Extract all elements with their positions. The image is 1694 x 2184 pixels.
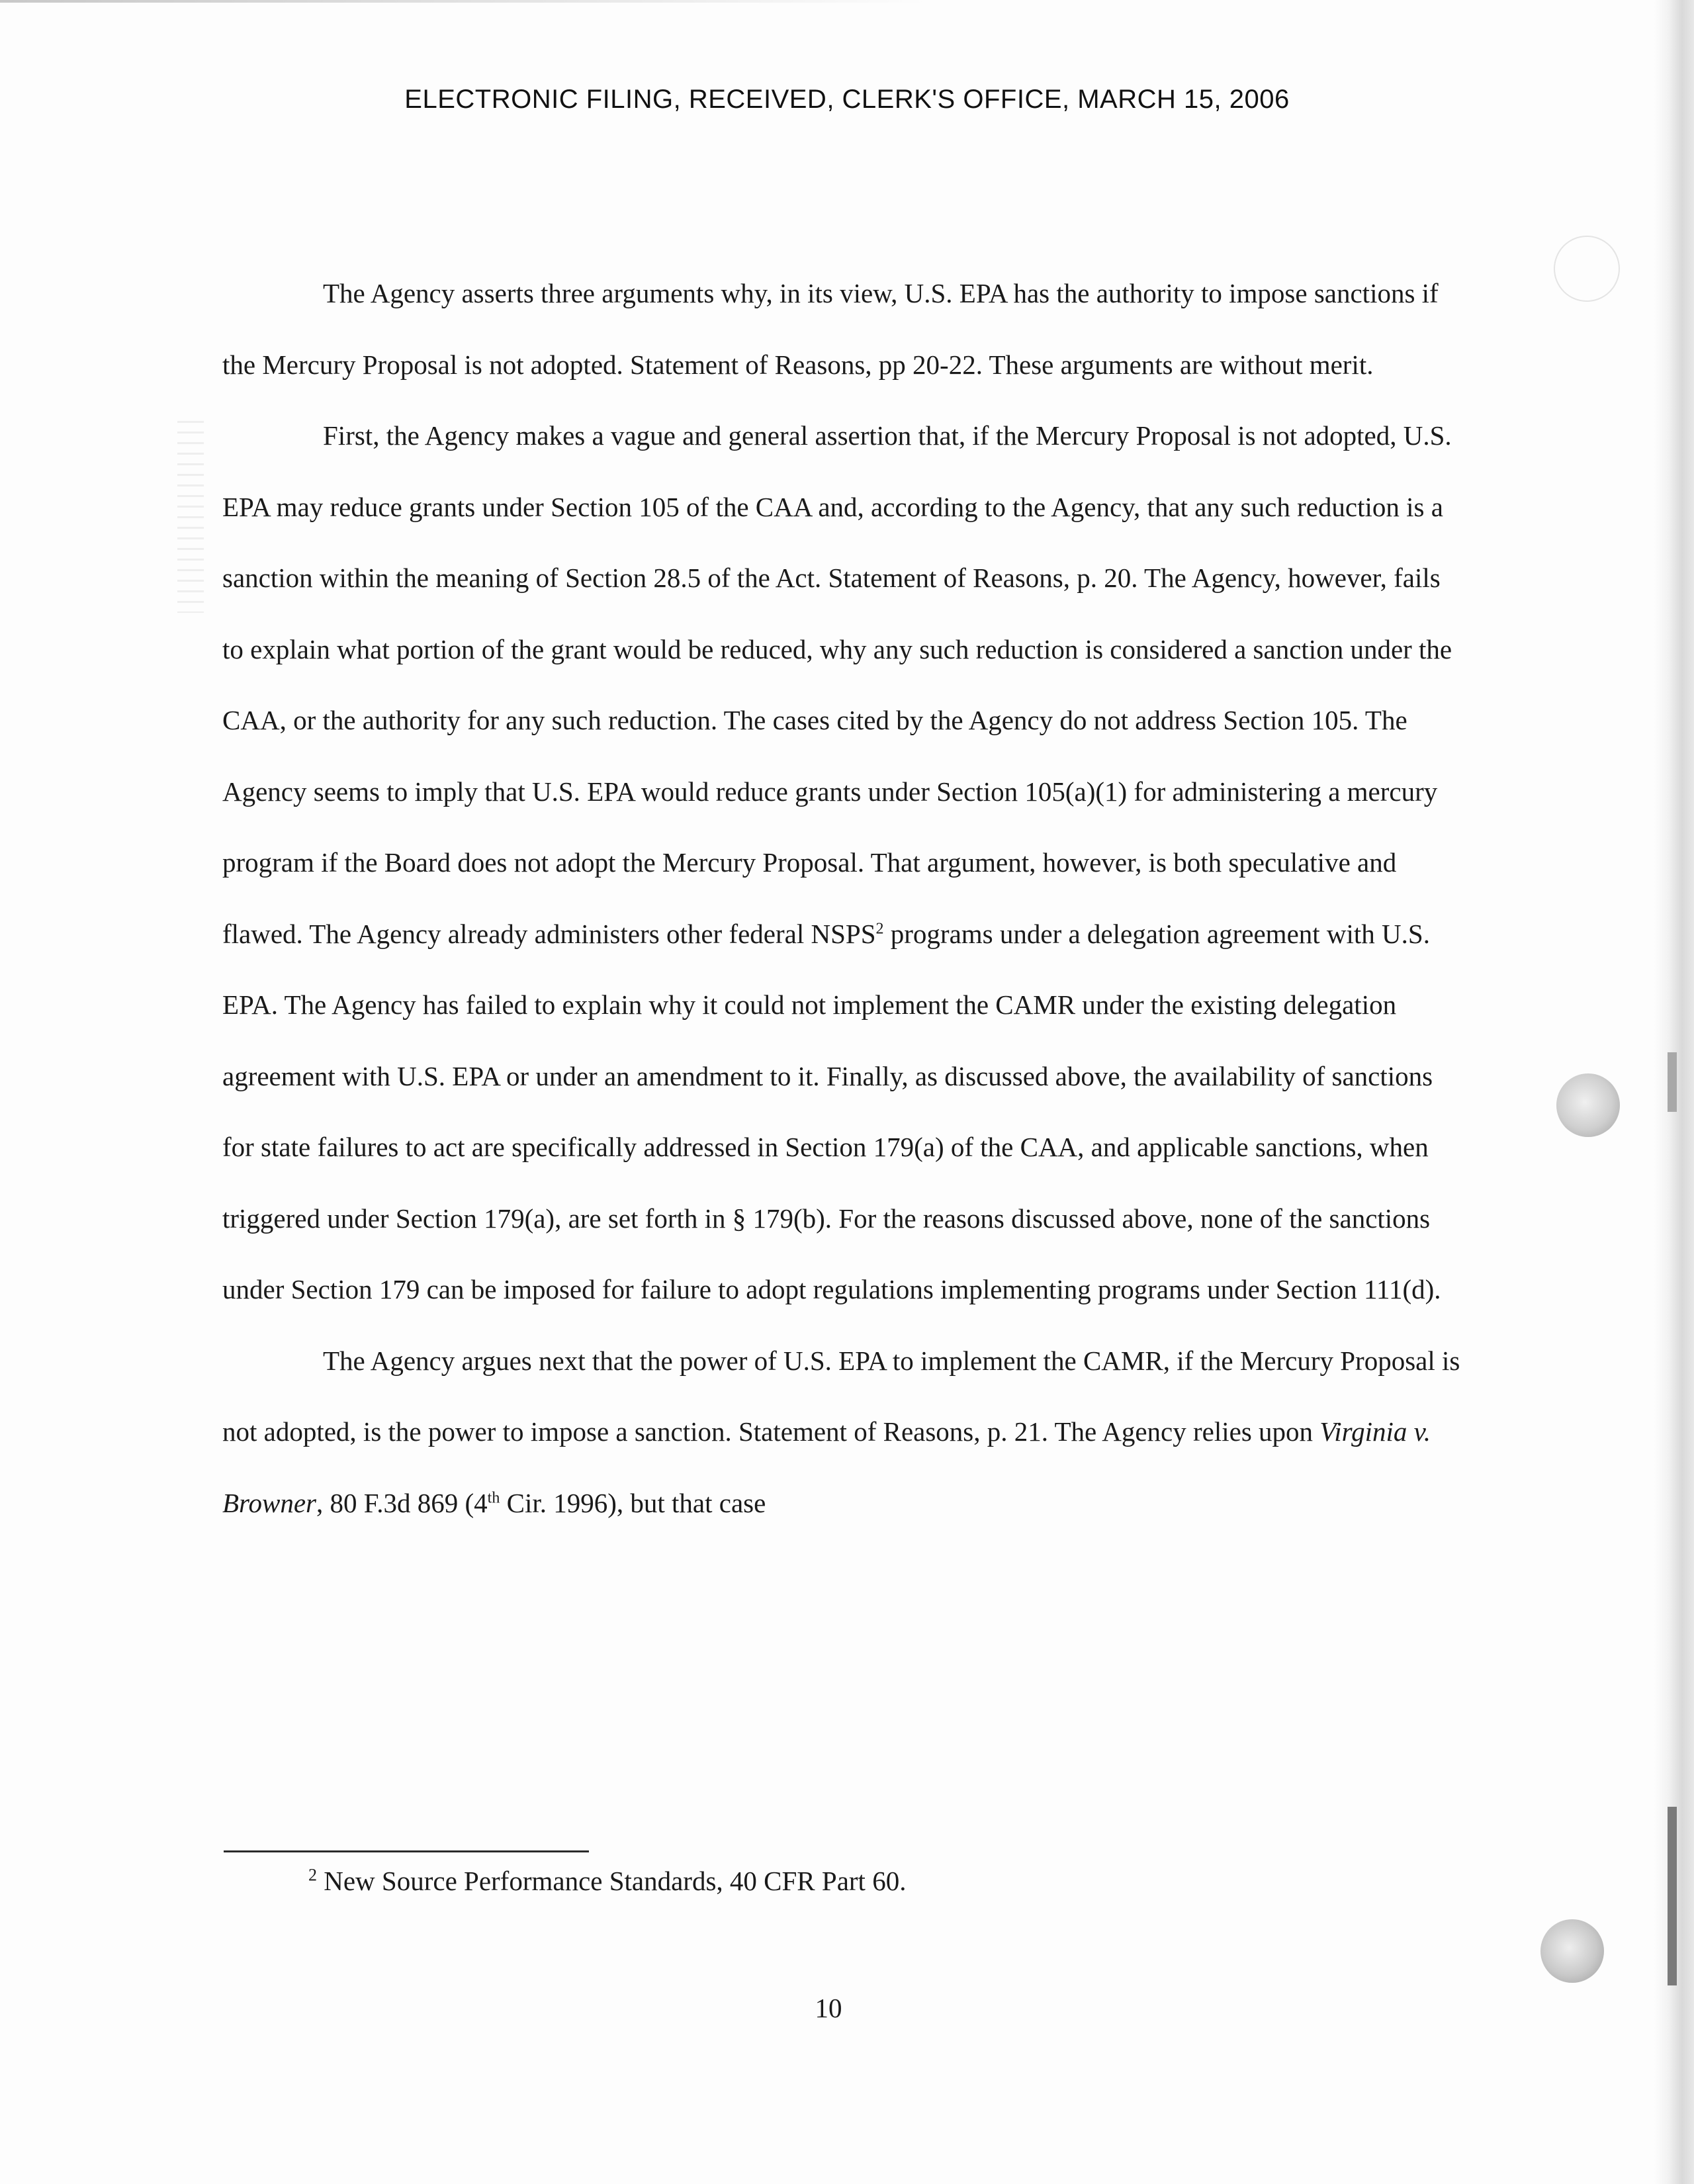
footnote: [308, 1865, 906, 1897]
footnote-text: New Source Performance Standards, 40 CFR Part 60.: [317, 1866, 907, 1896]
punch-hole: [1540, 1919, 1604, 1983]
body-text: [222, 258, 1466, 1539]
footnote-number: 2: [308, 1865, 317, 1885]
ordinal-suffix: th: [487, 1488, 500, 1506]
paragraph-text: First, the Agency makes a vague and general assertion that, if the Mercury Proposal is not adopted, U.S. EPA may reduce grants under Section 105 of the CAA and, according to the Agency, that any such reduction is a sanction within the meaning of Section 28.5 of the Act. Statement of Reasons, p. 20. The Agency, however, fails to explain what portion of the grant would be reduced, why any such reduction is considered a sanction under the CAA, or the authority for any such reduction. The cases cited by the Agency do not address Section 105. The Agency seems to imply that U.S. EPA would reduce grants under Section 105(a)(1) for administering a mercury program if the Board does not adopt the Mercury Proposal. That argument, however, is both speculative and flawed. The Agency already administers other federal NSPS: [222, 420, 1452, 949]
footnote-reference: 2: [875, 919, 884, 937]
paragraph-text: Cir. 1996), but that case: [500, 1487, 766, 1518]
paragraph-text: programs under a delegation agreement with U.S. EPA. The Agency has failed to explain why it could not implement the CAMR under the existing delegation agreement with U.S. EPA or under an amendment to it. Finally, as discussed above, the availability of sanctions for state failures to act are specifically addressed in Section 179(a) of the CAA, and applicable sanctions, when triggered under Section 179(a), are set forth in § 179(b). For the reasons discussed above, none of the sanctions under Section 179 can be imposed for failure to adopt regulations implementing programs under Section 111(d).: [222, 918, 1441, 1304]
paragraph-text: The Agency argues next that the power of U.S. EPA to implement the CAMR, if the Mercury Proposal is not adopted, is the power to impose a sanction. Statement of Reasons, p. 21. The Agency relies upon: [222, 1345, 1460, 1447]
scan-edge-top: [0, 0, 926, 3]
scan-shadow-strip: [1668, 1052, 1677, 1112]
paragraph-sanctions-arguments: [222, 258, 1466, 400]
punch-hole: [1556, 1073, 1620, 1137]
footnote-divider: [224, 1850, 589, 1852]
paragraph-camr-power: [222, 1326, 1466, 1539]
filing-header: ELECTRONIC FILING, RECEIVED, CLERK'S OFFICE, MARCH 15, 2006: [404, 85, 1290, 114]
scan-shadow-strip: [1668, 1807, 1677, 1985]
paragraph-text: The Agency asserts three arguments why, in its view, U.S. EPA has the authority to impose sanctions if the Mercury Proposal is not adopted. Statement of Reasons, pp 20-22. These arguments are without merit.: [222, 278, 1439, 380]
paragraph-grant-reduction: [222, 400, 1466, 1326]
page-number: 10: [815, 1993, 842, 2023]
paragraph-text: , 80 F.3d 869 (4: [316, 1487, 488, 1518]
case-citation: Virginia v. Browner: [222, 1416, 1431, 1518]
punch-hole: [1554, 236, 1620, 302]
scan-speckle: [177, 421, 204, 613]
